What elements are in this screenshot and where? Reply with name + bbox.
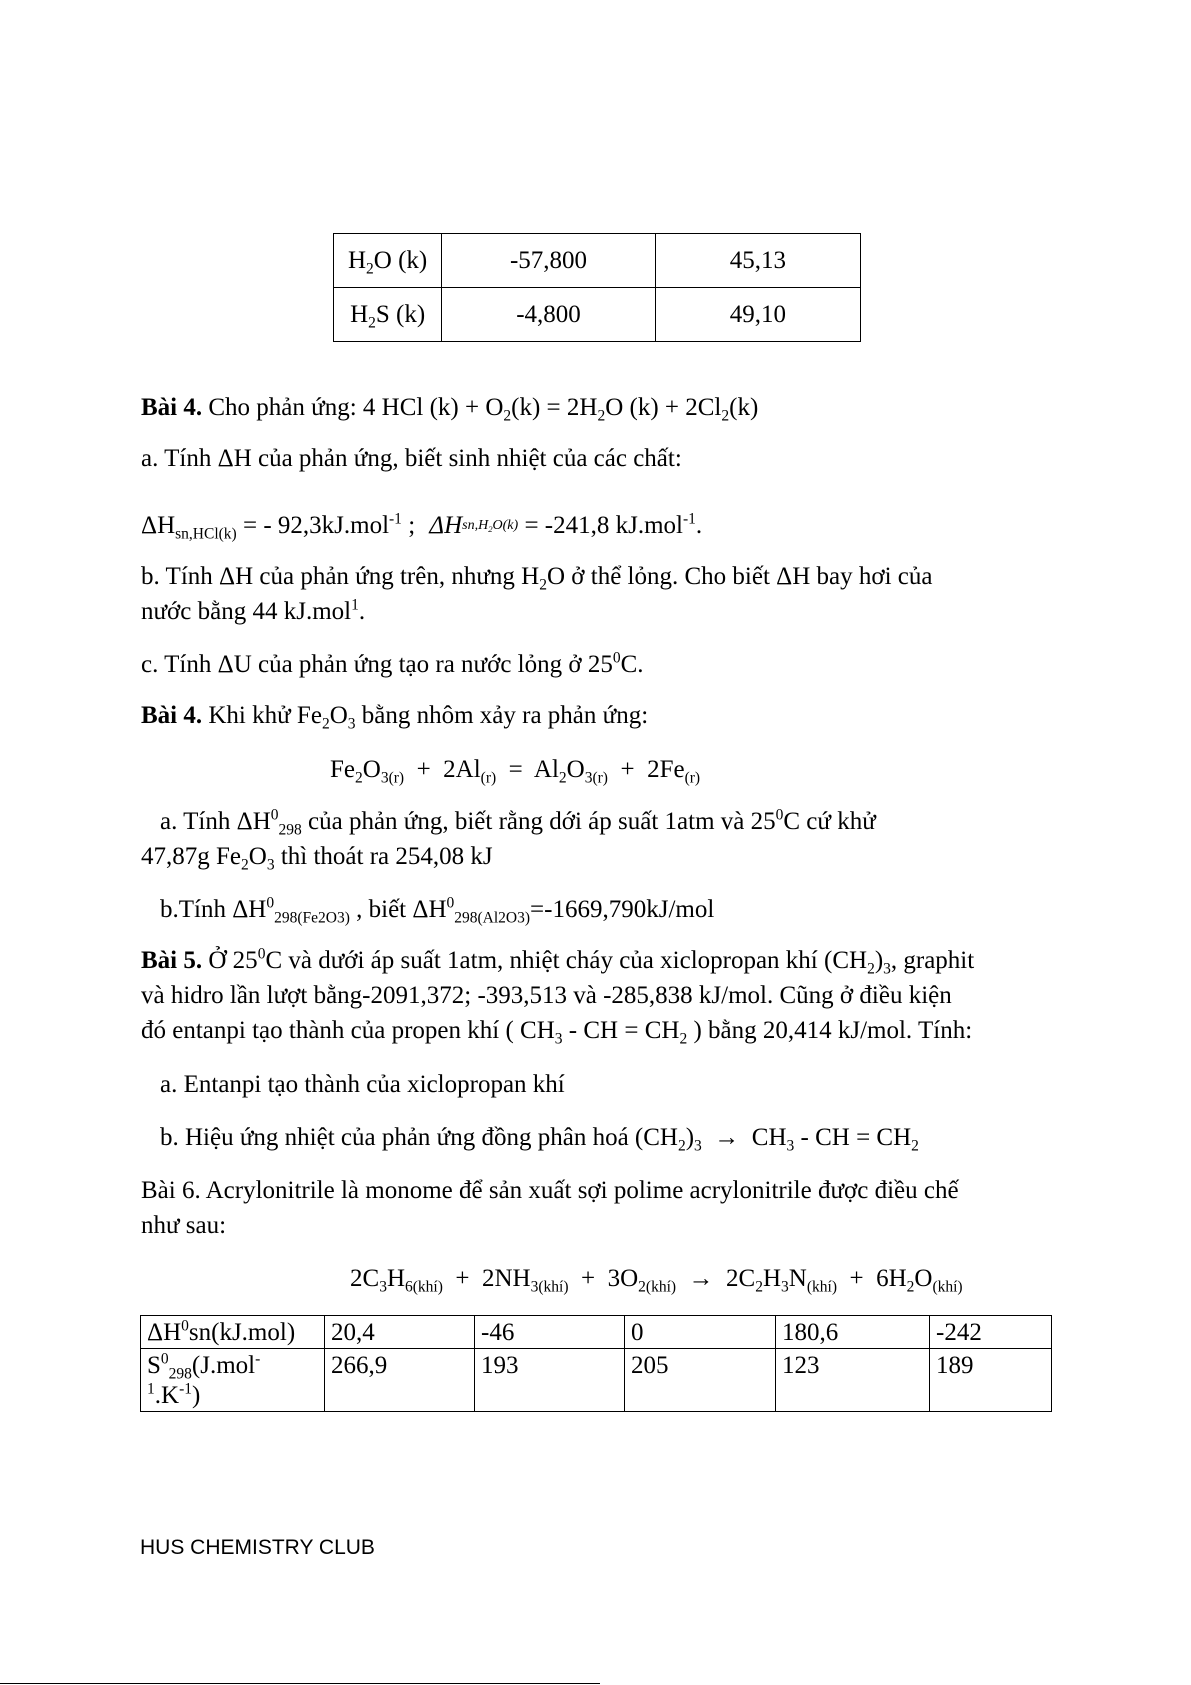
table-cell-value: 266,9 (325, 1349, 475, 1412)
row-header-entropy: $S^0_{298}(J.mol^-$ $^1.K^{-1}$) (141, 1349, 325, 1412)
table-cell-value: -46 (475, 1316, 625, 1349)
bai4a-part-b-line1: b. Tính ΔH của phản ứng trên, nhưng $H_2O$ ở thể lỏng. Cho biết ΔH bay hơi của (141, 563, 933, 594)
table-cell-value: 189 (930, 1349, 1052, 1412)
table-row (334, 288, 861, 342)
footer-club-name: HUS CHEMISTRY CLUB (140, 1536, 375, 1559)
table-row (334, 234, 861, 288)
table-cell-value: 45,13 (655, 234, 860, 288)
table-cell-substance: $H_2O$ (k) (334, 234, 442, 288)
table-cell-value: 49,10 (655, 288, 860, 342)
table-cell-substance: $H_2S$ (k) (334, 288, 442, 342)
table-cell-value: 193 (475, 1349, 625, 1412)
bai6-line2: như sau: (141, 1212, 227, 1239)
bai6-reaction: $2C_3H_{6(khí)} + 2NH_{3(khí)} + 3O_{2(khí)} \to 2C_2H_3N_{(khí)} + 6H_2O_{(khí)}$ (350, 1265, 963, 1296)
table-cell-value: 205 (625, 1349, 776, 1412)
thermo-table-top (333, 233, 861, 342)
bai5-line1: Bài 5. Ở $25^0C$ và dưới áp suất 1atm, nhiệt cháy của xiclopropan khí $(CH_2)_3$, graphit (141, 945, 975, 978)
bai6-line1: Bài 6. Acrylonitrile là monome để sản xuất sợi polime acrylonitrile được điều chế (141, 1177, 959, 1204)
thermo-table-bai6 (140, 1315, 1052, 1412)
table-row (141, 1349, 1052, 1412)
bai4a-data-line: $\Delta H_{sn,HCl(k)}$ = - 92,3kJ.mol$^{-1}$ ; $\Delta Hsn,H_2O(k) = -241,8$ kJ.mol$^{-1}$. (141, 510, 703, 543)
bai4b-part-b: b.Tính $\Delta H^0_{298(Fe2O3)}$ , biết $\Delta H^0_{298(Al2O3)}=-1669,790kJ$/mol (160, 894, 715, 927)
bai5-line2: và hidro lần lượt bằng-2091,372; -393,513 và -285,838 kJ/mol. Cũng ở điều kiện (141, 982, 952, 1009)
bai4b-heading: Bài 4. Khi khử $Fe_2O_3$ bằng nhôm xảy ra phản ứng: (141, 702, 649, 733)
footer-divider (0, 1683, 600, 1684)
bai5-part-b: b. Hiệu ứng nhiệt của phản ứng đồng phân hoá $(CH_2)_3 \to CH_3$ - CH = $CH_2$ (160, 1124, 919, 1155)
bai4a-part-a: a. Tính ΔH của phản ứng, biết sinh nhiệt của các chất: (141, 445, 682, 472)
bai4a-part-c: c. Tính ΔU của phản ứng tạo ra nước lỏng ở $25^0C$. (141, 649, 644, 678)
table-cell-value: -242 (930, 1316, 1052, 1349)
table-row (141, 1316, 1052, 1349)
table-cell-value: -57,800 (442, 234, 655, 288)
bai4b-part-a-line1: a. Tính $\Delta H^0_{298}$ của phản ứng, biết rằng dới áp suất 1atm và $25^0C$ cứ khử (160, 806, 876, 839)
table-cell-value: 20,4 (325, 1316, 475, 1349)
bai4a-heading: Bài 4. Cho phản ứng: 4 HCl $(k) + O_2(k) = 2H_2O$ $(k) + 2Cl_2(k)$ (141, 394, 759, 425)
row-header-enthalpy: $\Delta H^0sn(kJ.mol)$ (141, 1316, 325, 1349)
bai4a-part-b-line2: nước bằng 44 kJ.mol$^1$. (141, 596, 366, 625)
table-cell-value: 123 (776, 1349, 930, 1412)
table-cell-value: 0 (625, 1316, 776, 1349)
bai5-line3: đó entanpi tạo thành của propen khí ( $CH_3$ - CH = $CH_2$ ) bằng 20,414 kJ/mol. Tính: (141, 1017, 973, 1048)
bai5-part-a: a. Entanpi tạo thành của xiclopropan khí (160, 1071, 565, 1098)
table-cell-value: -4,800 (442, 288, 655, 342)
table-cell-value: 180,6 (776, 1316, 930, 1349)
bai4b-reaction: $Fe_2O_{3(r)} + 2Al_{(r)} = Al_2O_{3(r)} + 2Fe_{(r)}$ (330, 756, 701, 787)
bai4b-part-a-line2: 47,87g $Fe_2O_3$ thì thoát ra 254,08 kJ (141, 843, 493, 874)
